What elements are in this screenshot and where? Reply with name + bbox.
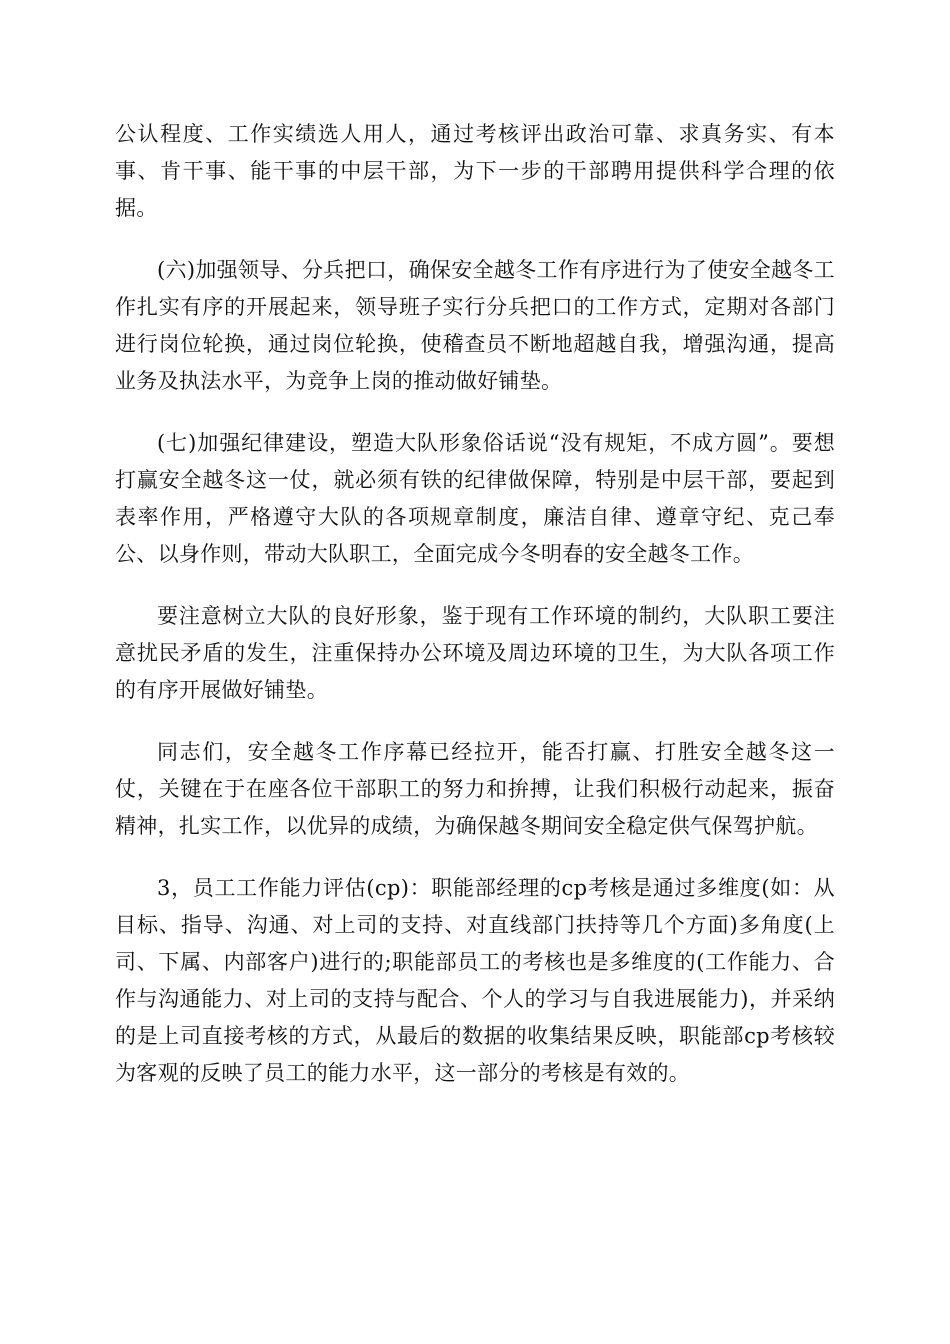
paragraph-continuation: 公认程度、工作实绩选人用人，通过考核评出政治可靠、求真务实、有本事、肯干事、能干事的中层干部，为下一步的干部聘用提供科学合理的依据。 <box>115 122 835 220</box>
paragraph-closing: 同志们，安全越冬工作序幕已经拉开，能否打赢、打胜安全越冬这一仗，关键在于在座各位干部职工的努力和拚搏，让我们积极行动起来，振奋精神，扎实工作，以优异的成绩，为确保越冬期间安全稳定供气保驾护航。 <box>115 740 835 838</box>
paragraph-image: 要注意树立大队的良好形象，鉴于现有工作环境的制约，大队职工要注意扰民矛盾的发生，注重保持办公环境及周边环境的卫生，为大队各项工作的有序开展做好铺垫。 <box>115 604 835 702</box>
document-page <box>115 116 835 1117</box>
paragraph-cp-evaluation: 3，员工工作能力评估(cp)：职能部经理的cp考核是通过多维度(如：从目标、指导、沟通、对上司的支持、对直线部门扶持等几个方面)多角度(上司、下属、内部客户)进行的;职能部员工的考核也是多维度的(工作能力、合作与沟通能力、对上司的支持与配合、个人的学习与自我进展能力)，并采纳的是上司直接考核的方式，从最后的数据的收集结果反映，职能部cp考核较为客观的反映了员工的能力水平，这一部分的考核是有效的。 <box>115 876 835 1085</box>
paragraph-section-six: (六)加强领导、分兵把口，确保安全越冬工作有序进行为了使安全越冬工作扎实有序的开展起来，领导班子实行分兵把口的工作方式，定期对各部门进行岗位轮换，通过岗位轮换，使稽查员不断地超越自我，增强沟通，提高业务及执法水平，为竞争上岗的推动做好铺垫。 <box>115 258 835 393</box>
paragraph-section-seven: (七)加强纪律建设，塑造大队形象俗话说“没有规矩，不成方圆”。要想打赢安全越冬这一仗，就必须有铁的纪律做保障，特别是中层干部，要起到表率作用，严格遵守大队的各项规章制度，廉洁自律、遵章守纪、克己奉公、以身作则，带动大队职工，全面完成今冬明春的安全越冬工作。 <box>115 431 835 566</box>
